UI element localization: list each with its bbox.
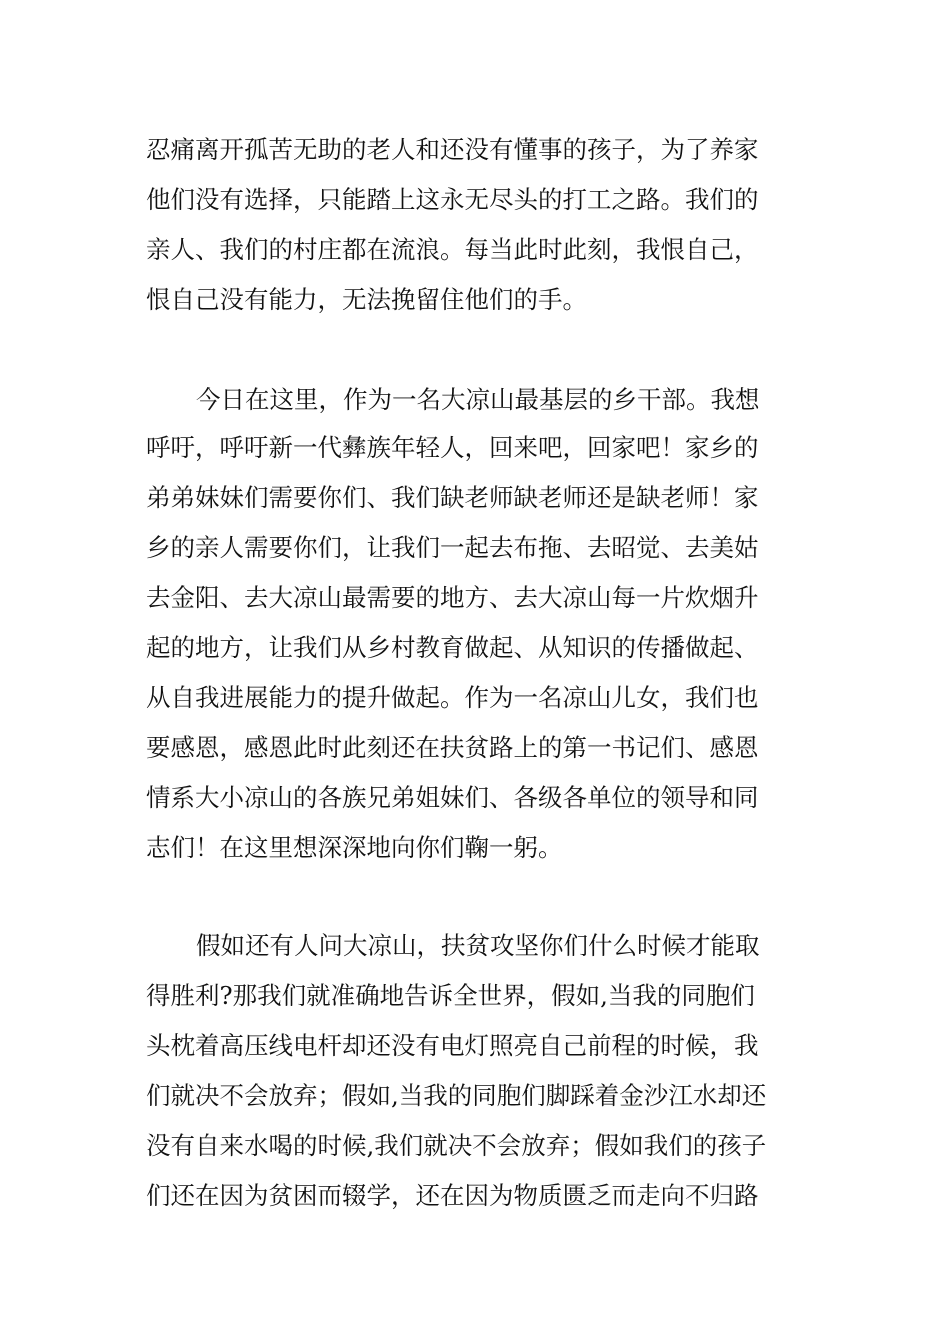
text-line: 志们！在这里想深深地向你们鞠一躬。 [146, 833, 563, 862]
text-line: 弟弟妹妹们需要你们、我们缺老师缺老师还是缺老师！家 [146, 483, 759, 512]
text-line: 乡的亲人需要你们，让我们一起去布拖、去昭觉、去美姑 [146, 533, 759, 562]
text-line: 要感恩，感恩此时此刻还在扶贫路上的第一书记们、感恩 [146, 733, 759, 762]
text-line: 们还在因为贫困而辍学，还在因为物质匮乏而走向不归路 [146, 1181, 759, 1210]
text-line: 恨自己没有能力，无法挽留住他们的手。 [146, 285, 587, 314]
text-line: 头枕着高压线电杆却还没有电灯照亮自己前程的时候，我 [146, 1031, 759, 1060]
text-line: 没有自来水喝的时候,我们就决不会放弃；假如我们的孩子 [146, 1131, 767, 1160]
text-line: 忍痛离开孤苦无助的老人和还没有懂事的孩子，为了养家 [146, 135, 759, 164]
text-line: 他们没有选择，只能踏上这永无尽头的打工之路。我们的 [146, 185, 759, 214]
text-line: 今日在这里，作为一名大凉山最基层的乡干部。我想 [196, 385, 760, 414]
text-line: 得胜利?那我们就准确地告诉全世界，假如,当我的同胞们 [146, 981, 755, 1010]
text-line: 情系大小凉山的各族兄弟姐妹们、各级各单位的领导和同 [146, 783, 759, 812]
text-line: 假如还有人问大凉山，扶贫攻坚你们什么时候才能取 [196, 931, 760, 960]
text-line: 们就决不会放弃；假如,当我的同胞们脚踩着金沙江水却还 [146, 1081, 767, 1110]
text-line: 亲人、我们的村庄都在流浪。每当此时此刻，我恨自己， [146, 235, 759, 264]
text-line: 呼吁，呼吁新一代彝族年轻人，回来吧，回家吧！家乡的 [146, 433, 759, 462]
text-line: 去金阳、去大凉山最需要的地方、去大凉山每一片炊烟升 [146, 583, 759, 612]
text-line: 从自我进展能力的提升做起。作为一名凉山儿女，我们也 [146, 683, 759, 712]
text-line: 起的地方，让我们从乡村教育做起、从知识的传播做起、 [146, 633, 759, 662]
